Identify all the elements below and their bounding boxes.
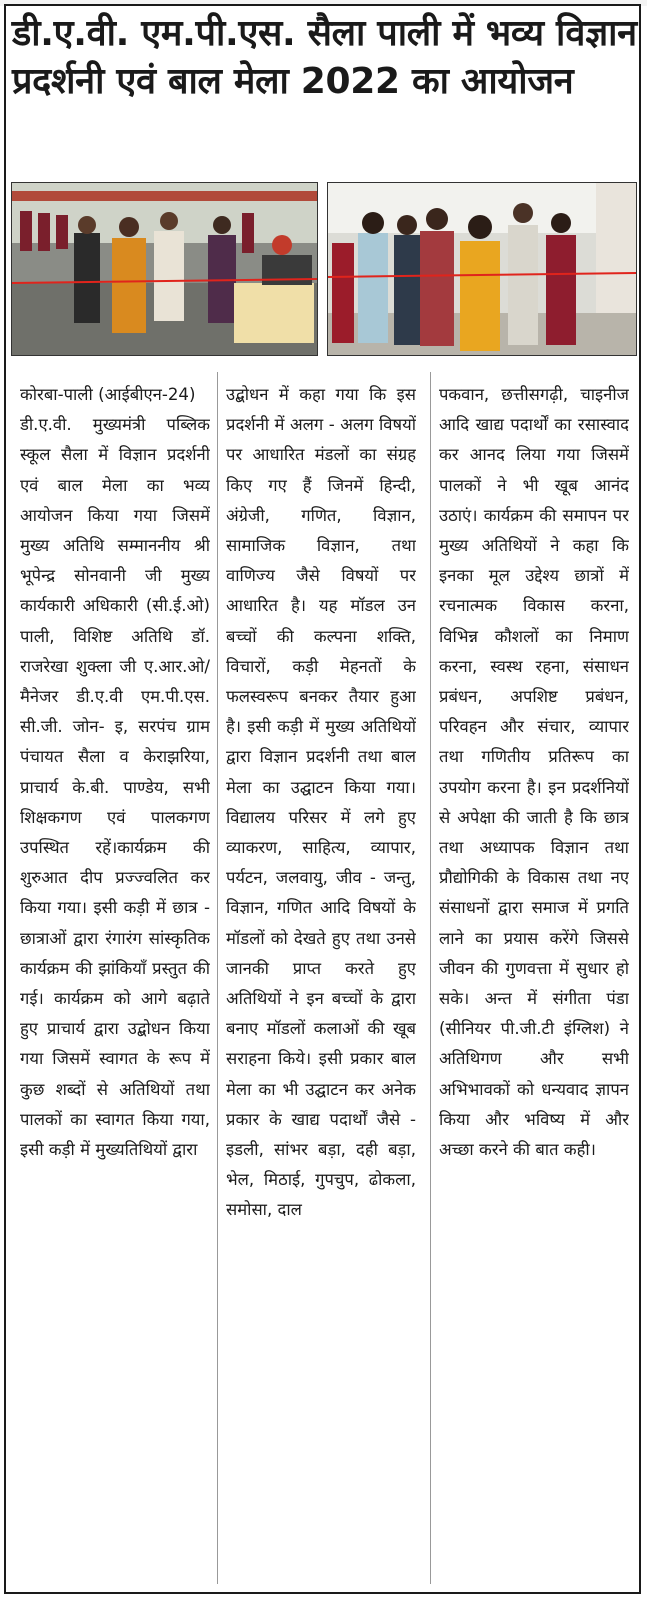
dateline: कोरबा-पाली (आईबीएन-24) <box>20 385 196 404</box>
headline: डी.ए.वी. एम.पी.एस. सैला पाली में भव्य विज्ञान प्रदर्शनी एवं बाल मेला 2022 का आयोजन <box>12 13 637 102</box>
article-text: उद्बोधन में कहा गया कि इस प्रदर्शनी में अलग - अलग विषयों पर आधारित मंडलों का संग्रह किए गए हैं जिनमें हिन्दी, अंग्रेजी, गणित, विज्ञान, सामाजिक विज्ञान, तथा वाणिज्य जैसे विषयों पर आधारित है। यह मॉडल उन बच्चों की कल्पना शक्ति, विचारों, कड़ी मेहनतों के फलस्वरूप बनकर तैयार हुआ है। इसी कड़ी में मुख्य अतिथियों द्वारा विज्ञान प्रदर्शनी तथा बाल मेला का उद्घाटन किया गया। विद्यालय परिसर में लगे हुए व्याकरण, साहित्य, व्यापार, पर्यटन, जलवायु, जीव - जन्तु, विज्ञान, गणित आदि विषयों के मॉडलों को देखते हुए तथा उनसे जानकी प्राप्त करते हुए अतिथियों ने इन बच्चों के द्वारा बनाए मॉडलों कलाओं की खूब सराहना किये। इसी प्रकार बाल मेला का भी उद्घाटन कर अनेक प्रकार के खाद्य पदार्थों जैसे - इडली, सांभर बड़ा, दही बड़ा, भेल, मिठाई, गुपचुप, ढोकला, समोसा, दाल <box>226 385 416 1220</box>
ribbon-cutting-photo-right <box>327 182 637 356</box>
article-column-3 <box>439 380 629 1585</box>
ribbon-cutting-photo-left <box>11 182 318 356</box>
column-divider <box>217 372 218 1584</box>
article-column-1 <box>20 380 210 1585</box>
article-text: डी.ए.वी. मुख्यमंत्री पब्लिक स्कूल सैला में विज्ञान प्रदर्शनी एवं बाल मेला का भव्य आयोजन किया गया जिसमें मुख्य अतिथि सम्माननीय श्री भूपेन्द्र सोनवानी जी मुख्य कार्यकारी अधिकारी (सी.ई.ओ) पाली, विशिष्ट अतिथि डॉ. राजरेखा शुक्ला जी ए.आर.ओ/मैनेजर डी.ए.वी एम.पी.एस. सी.जी. जोन- इ, सरपंच ग्राम पंचायत सैला व केराझरिया, प्राचार्य के.बी. पाण्डेय, सभी शिक्षकगण एवं पालकगण उपस्थित रहें।कार्यक्रम की शुरुआत दीप प्रज्ज्वलित कर किया गया। इसी कड़ी में छात्र - छात्राओं द्वारा रंगारंग सांस्कृतिक कार्यक्रम की झांकियाँ प्रस्तुत की गई। कार्यक्रम को आगे बढ़ाते हुए प्राचार्य द्वारा उद्बोधन किया गया जिसमें स्वागत के रूप में कुछ शब्दों से अतिथियों तथा पालकों का स्वागत किया गया, इसी कड़ी में मुख्यतिथियों द्वारा <box>20 415 210 1160</box>
article-text: पकवान, छत्तीसगढ़ी, चाइनीज आदि खाद्य पदार्थों का रसास्वाद कर आनद लिया गया जिसमें पालकों ने भी खूब आनंद उठाएं। कार्यक्रम की समापन पर मुख्य अतिथियों ने कहा कि इनका मूल उद्देश्य छात्रों में रचनात्मक विकास करना, विभिन्न कौशलों का निमाण करना, स्वस्थ रहना, संसाधन प्रबंधन, अपशिष्ट प्रबंधन, परिवहन और संचार, व्यापार तथा गणितीय प्रतिरूप का उपयोग करना है। इन प्रदर्शनियों से अपेक्षा की जाती है कि छात्र तथा अध्यापक विज्ञान तथा प्रौद्योगिकी के विकास तथा नए संसाधनों द्वारा समाज में प्रगति लाने का प्रयास करेंगे जिससे जीवन की गुणवत्ता में सुधार हो सके। अन्त में संगीता पंडा (सीनियर पी.जी.टी इंग्लिश) ने अतिथिगण और सभी अभिभावकों को धन्यवाद ज्ञापन किया और भविष्य में और अच्छा करने की बात कही। <box>439 385 629 1160</box>
column-divider <box>430 372 431 1584</box>
article-column-2 <box>226 380 416 1585</box>
